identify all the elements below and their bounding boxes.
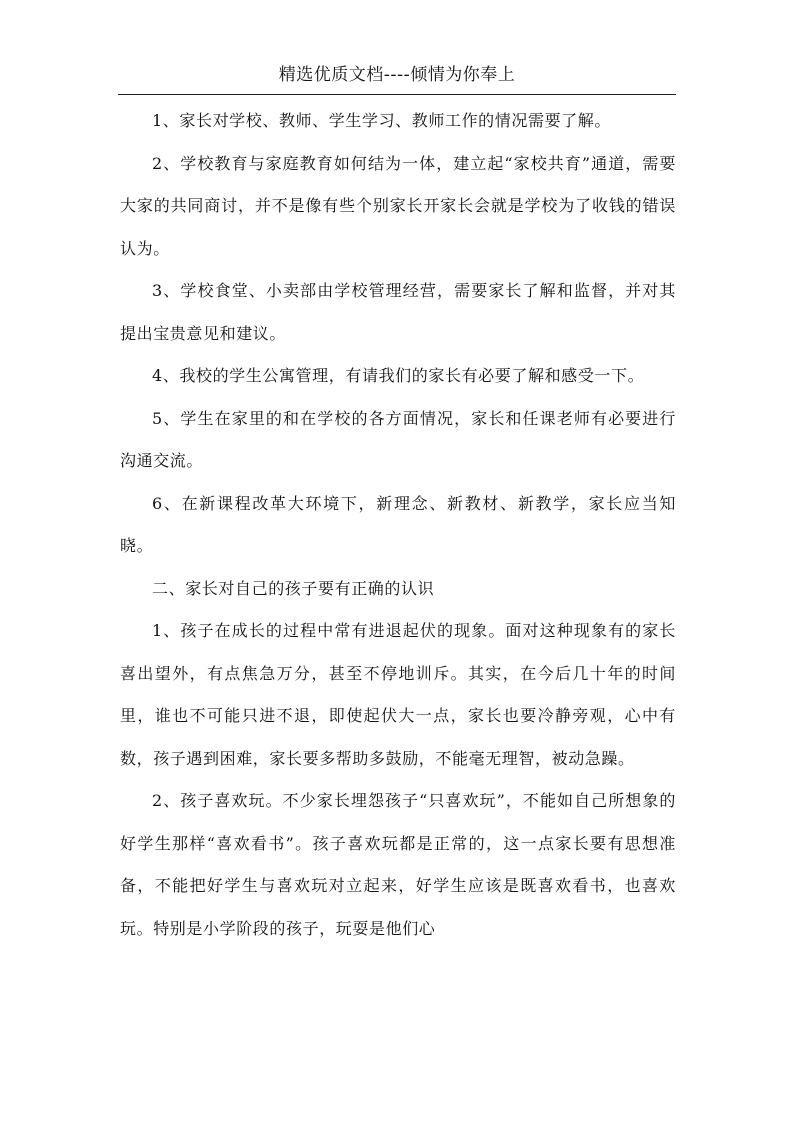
paragraph: 2、孩子喜欢玩。不少家长埋怨孩子“只喜欢玩”，不能如自己所想象的好学生那样“喜欢看书”。孩子喜欢玩都是正常的，这一点家长要有思想准备，不能把好学生与喜欢玩对立起来，好学生应该是既喜欢看书，也喜欢玩。特别是小学阶段的孩子，玩耍是他们心	[120, 791, 676, 938]
paragraph: 2、学校教育与家庭教育如何结为一体，建立起“家校共育”通道，需要大家的共同商讨，并不是像有些个别家长开家长会就是学校为了收钱的错误认为。	[120, 153, 676, 258]
document-body	[120, 100, 676, 950]
paragraph: 6、在新课程改革大环境下，新理念、新教材、新教学，家长应当知晓。	[120, 493, 676, 555]
paragraph: 4、我校的学生公寓管理，有请我们的家长有必要了解和感受一下。	[152, 366, 645, 385]
paragraph: 1、家长对学校、教师、学生学习、教师工作的情况需要了解。	[152, 111, 611, 130]
page-header	[118, 62, 676, 95]
paragraph: 5、学生在家里的和在学校的各方面情况，家长和任课老师有必要进行沟通交流。	[120, 408, 676, 470]
paragraph: 1、孩子在成长的过程中常有进退起伏的现象。面对这种现象有的家长喜出望外，有点焦急万分，甚至不停地训斥。其实，在今后几十年的时间里，谁也不可能只进不退，即使起伏大一点，家长也要冷静旁观，心中有数，孩子遇到困难，家长要多帮助多鼓励，不能毫无理智，被动急躁。	[120, 621, 676, 768]
paragraph: 3、学校食堂、小卖部由学校管理经营，需要家长了解和监督，并对其提出宝贵意见和建议。	[120, 281, 676, 343]
header-title: 精选优质文档----倾情为你奉上	[278, 65, 516, 85]
section-heading: 二、家长对自己的孩子要有正确的认识	[152, 578, 435, 598]
